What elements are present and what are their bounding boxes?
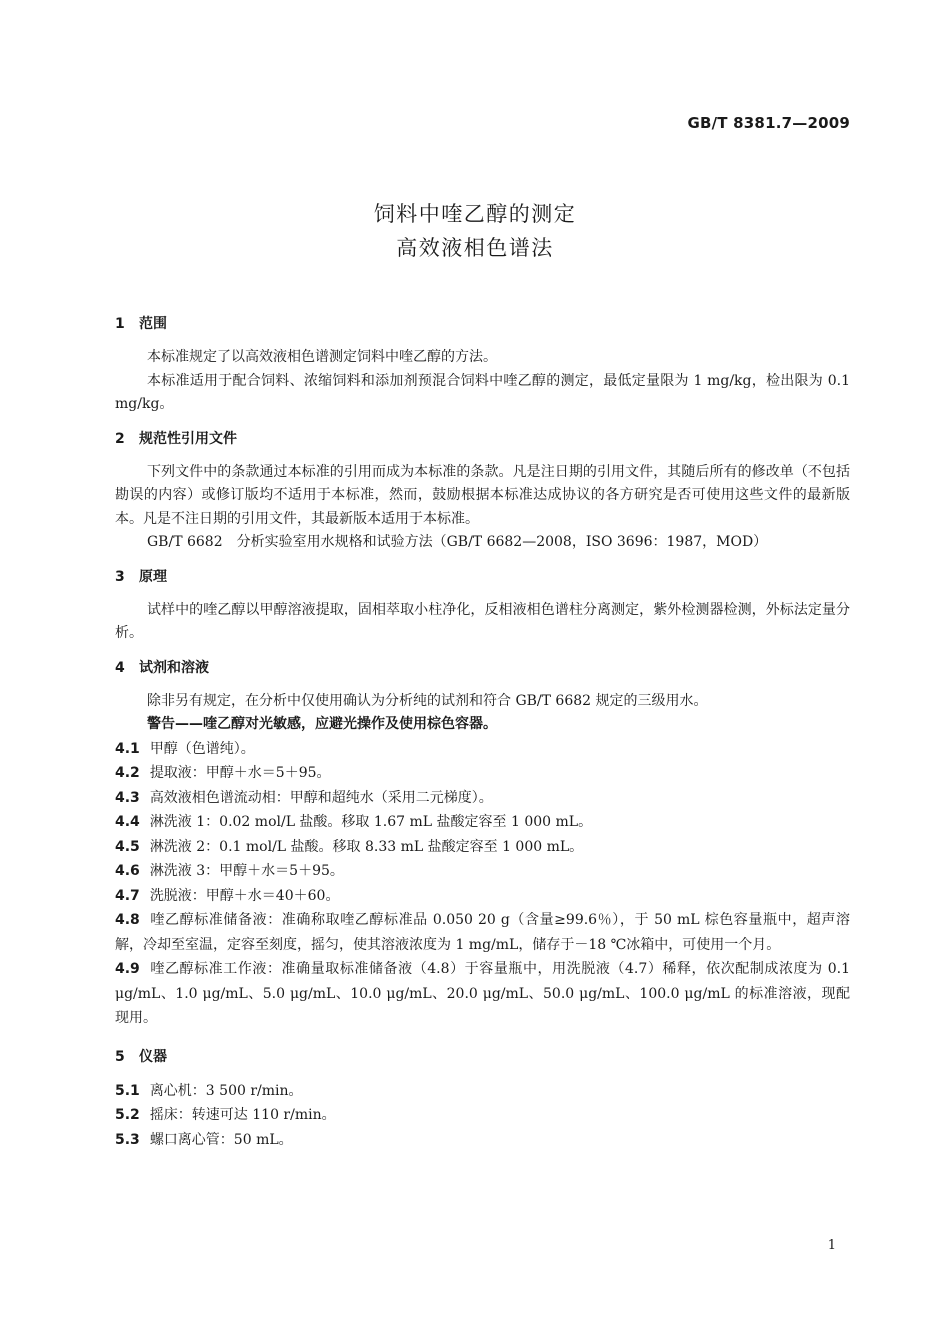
list-item [115,786,850,811]
clause-text: 离心机：3 500 r/min。 [149,1082,303,1099]
clause-text: 淋洗液 1：0.02 mol/L 盐酸。移取 1.67 mL 盐酸定容至 1 000 mL。 [149,814,593,830]
clause-number: 4.5 [115,838,140,855]
clause-text: 淋洗液 2：0.1 mol/L 盐酸。移取 8.33 mL 盐酸定容至 1 000 mL。 [149,838,584,855]
clause-text: 喹乙醇标准储备液：准确称取喹乙醇标准品 0.050 20 g（含量≥99.6％），于 50 mL 棕色容量瓶中，超声溶解，冷却至室温，定容至刻度，摇匀，使其溶液浓度为 1 mg/mL，储存于－18 ℃冰箱中，可使用一个月。 [115,912,850,953]
paragraph: 下列文件中的条款通过本标准的引用而成为本标准的条款。凡是注日期的引用文件，其随后所有的修改单（不包括勘误的内容）或修订版均不适用于本标准，然而，鼓励根据本标准达成协议的各方研究是否可使用这些文件的最新版本。凡是不注日期的引用文件，其最新版本适用于本标准。 [115,463,850,527]
clause-number: 4.9 [115,961,140,977]
clause-number: 5.2 [115,1107,140,1123]
page-number: 1 [827,1238,836,1253]
paragraph: 本标准规定了以高效液相色谱测定饲料中喹乙醇的方法。 [147,349,497,365]
section-title: 原理 [139,568,167,585]
standard-code: GB/T 8381.7—2009 [687,114,850,132]
document-body [115,312,850,1152]
section-heading-apparatus [115,1045,850,1069]
section-number: 2 [115,430,125,447]
section-heading-references [115,427,850,451]
section-heading-principle [115,565,850,589]
clause-text: 提取液：甲醇＋水＝5＋95。 [149,765,331,781]
clause-text: 淋洗液 3：甲醇＋水＝5＋95。 [149,863,344,879]
list-item [115,884,850,909]
clause-number: 4.1 [115,740,140,757]
list-item [115,859,850,884]
paragraph: 除非另有规定，在分析中仅使用确认为分析纯的试剂和符合 GB/T 6682 规定的三级用水。 [147,692,708,709]
list-item [115,957,850,1031]
clause-number: 5.1 [115,1082,140,1099]
warning-text: 警告——喹乙醇对光敏感，应避光操作及使用棕色容器。 [147,716,497,732]
paragraph: 本标准适用于配合饲料、浓缩饲料和添加剂预混合饲料中喹乙醇的测定，最低定量限为 1 mg/kg，检出限为 0.1 mg/kg。 [115,372,850,412]
section-heading-scope [115,312,850,336]
section-number: 3 [115,568,125,585]
list-item [115,835,850,860]
list-item [115,810,850,835]
clause-number: 4.8 [115,912,140,928]
section-number: 5 [115,1048,125,1065]
clause-text: 螺口离心管：50 mL。 [149,1131,293,1148]
list-item [115,1103,850,1128]
list-item [115,761,850,786]
clause-number: 4.7 [115,887,140,904]
list-item [115,1128,850,1153]
clause-number: 5.3 [115,1131,140,1148]
section-number: 1 [115,316,125,332]
section-title: 试剂和溶液 [139,659,209,676]
section-number: 4 [115,659,125,676]
clause-text: 甲醇（色谱纯）。 [149,740,255,757]
document-title: 饲料中喹乙醇的测定 [373,202,577,226]
clause-number: 4.6 [115,863,140,879]
document-subtitle: 高效液相色谱法 [396,236,554,260]
clause-text: 高效液相色谱流动相：甲醇和超纯水（采用二元梯度）。 [149,789,493,806]
clause-text: 喹乙醇标准工作液：准确量取标准储备液（4.8）于容量瓶中，用洗脱液（4.7）稀释，依次配制成浓度为 0.1 μg/mL、1.0 μg/mL、5.0 μg/mL、10.0 μg/mL、20.0 μg/mL、50.0 μg/mL、100.0 μg/mL 的标准溶液，现配现用。 [115,961,850,1026]
list-item [115,1079,850,1104]
reference-entry: GB/T 6682 分析实验室用水规格和试验方法（GB/T 6682—2008，ISO 3696：1987，MOD） [147,534,768,550]
clause-text: 摇床：转速可达 110 r/min。 [149,1107,336,1123]
clause-number: 4.2 [115,765,140,781]
clause-text: 洗脱液：甲醇＋水＝40＋60。 [149,887,340,904]
section-title: 范围 [139,316,167,332]
list-item [115,737,850,762]
list-item [115,908,850,957]
clause-number: 4.3 [115,789,140,806]
paragraph: 试样中的喹乙醇以甲醇溶液提取，固相萃取小柱净化，反相液相色谱柱分离测定，紫外检测器检测，外标法定量分析。 [115,601,850,641]
section-title: 仪器 [139,1048,167,1065]
section-title: 规范性引用文件 [139,430,237,447]
section-heading-reagents [115,656,850,680]
clause-number: 4.4 [115,814,140,830]
